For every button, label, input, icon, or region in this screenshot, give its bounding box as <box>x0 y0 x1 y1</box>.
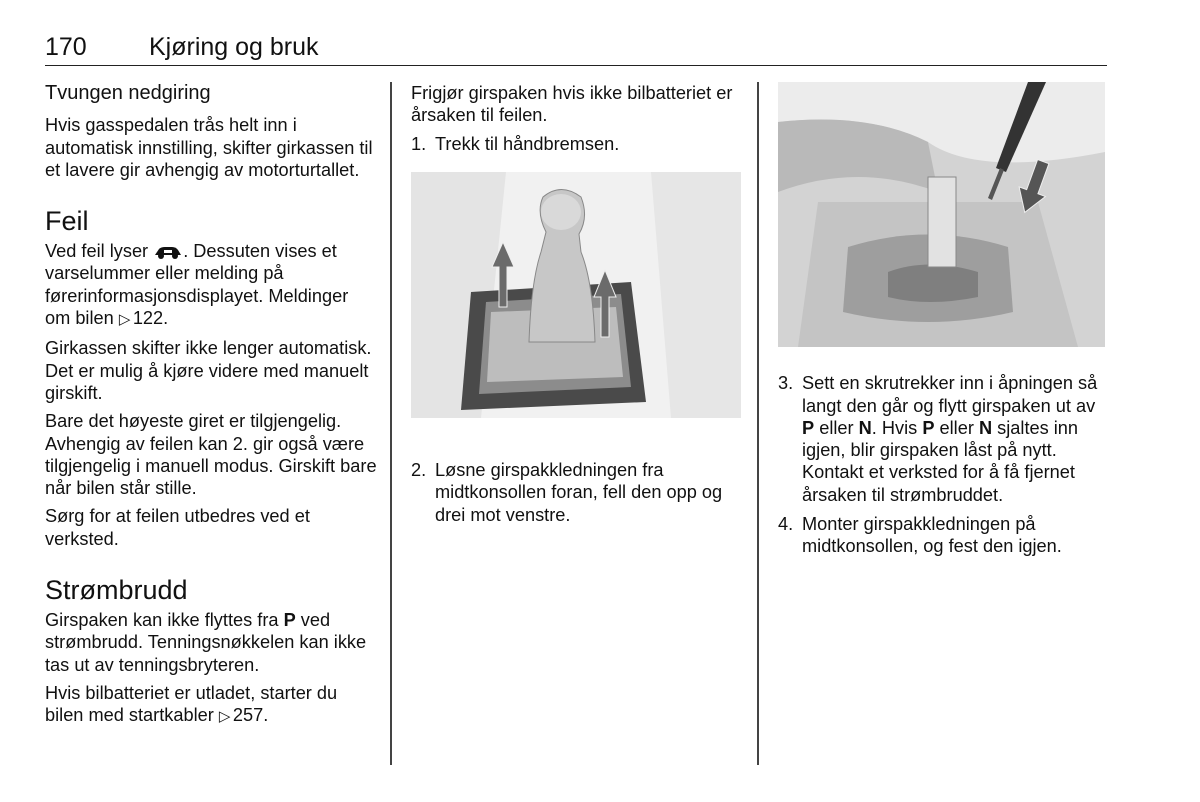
column-right <box>778 82 1108 565</box>
section-title-power-failure: Strømbrudd <box>45 575 188 606</box>
paragraph: Hvis gasspedalen trås helt inn i automatisk innstilling, skifter girkassen til et lavere gir avhengig av motorturtallet. <box>45 115 373 180</box>
paragraph: Frigjør girspaken hvis ikke bilbatteriet er årsaken til feilen. <box>411 83 733 126</box>
paragraph: Girspaken kan ikke flyttes fra P ved strømbrudd. Tenningsnøkkelen kan ikke tas ut av tenningsbryteren. <box>45 610 367 675</box>
list-item: 2. Løsne girspakkledningen fra midtkonsollen foran, fell den opp og drei mot venstre. <box>411 460 723 525</box>
car-wrench-warning-icon <box>153 244 183 260</box>
column-divider-1 <box>390 82 392 765</box>
paragraph: Hvis bilbatteriet er utladet, starter du bilen med startkabler ▷ 257. <box>45 682 377 729</box>
list-item: 4. Monter girspakkledningen på midtkonsollen, og fest den igjen. <box>778 514 1062 557</box>
arrow-reference-icon: ▷ <box>218 708 231 726</box>
page-number: 170 <box>45 33 87 61</box>
paragraph: Sørg for at feilen utbedres ved et verksted. <box>45 506 310 549</box>
paragraph: Ved feil lyser . Dessuten vises et varselummer eller melding på førerinformasjonsdisplayet. Meldinger om bilen ▷ 122. <box>45 240 377 331</box>
section-title-forced-downshift: Tvungen nedgiring <box>45 82 211 104</box>
paragraph: Bare det høyeste giret er tilgjengelig. Avhengig av feilen kan 2. gir også være tilgjengelig i manuell modus. Girskift bare når bilen står stille. <box>45 411 377 499</box>
gear-lever-illustration <box>411 172 741 418</box>
paragraph: Girkassen skifter ikke lenger automatisk. Det er mulig å kjøre videre med manuelt girskift. <box>45 338 372 403</box>
section-title-fault: Feil <box>45 206 89 237</box>
chapter-title: Kjøring og bruk <box>149 33 319 61</box>
column-left <box>45 82 377 735</box>
list-item: 3. Sett en skrutrekker inn i åpningen så langt den går og flytt girspaken ut av P eller N. Hvis P eller N sjaltes inn igjen, blir girspaken låst på nytt. Kontakt et verksted for å få fjernet årsaken til strømbruddet. <box>778 373 1098 505</box>
column-divider-2 <box>757 82 759 765</box>
screwdriver-release-illustration <box>778 82 1105 347</box>
arrow-reference-icon: ▷ <box>118 311 131 329</box>
list-item: 1. Trekk til håndbremsen. <box>411 133 620 154</box>
page-header <box>45 33 1107 66</box>
column-middle <box>411 82 746 533</box>
